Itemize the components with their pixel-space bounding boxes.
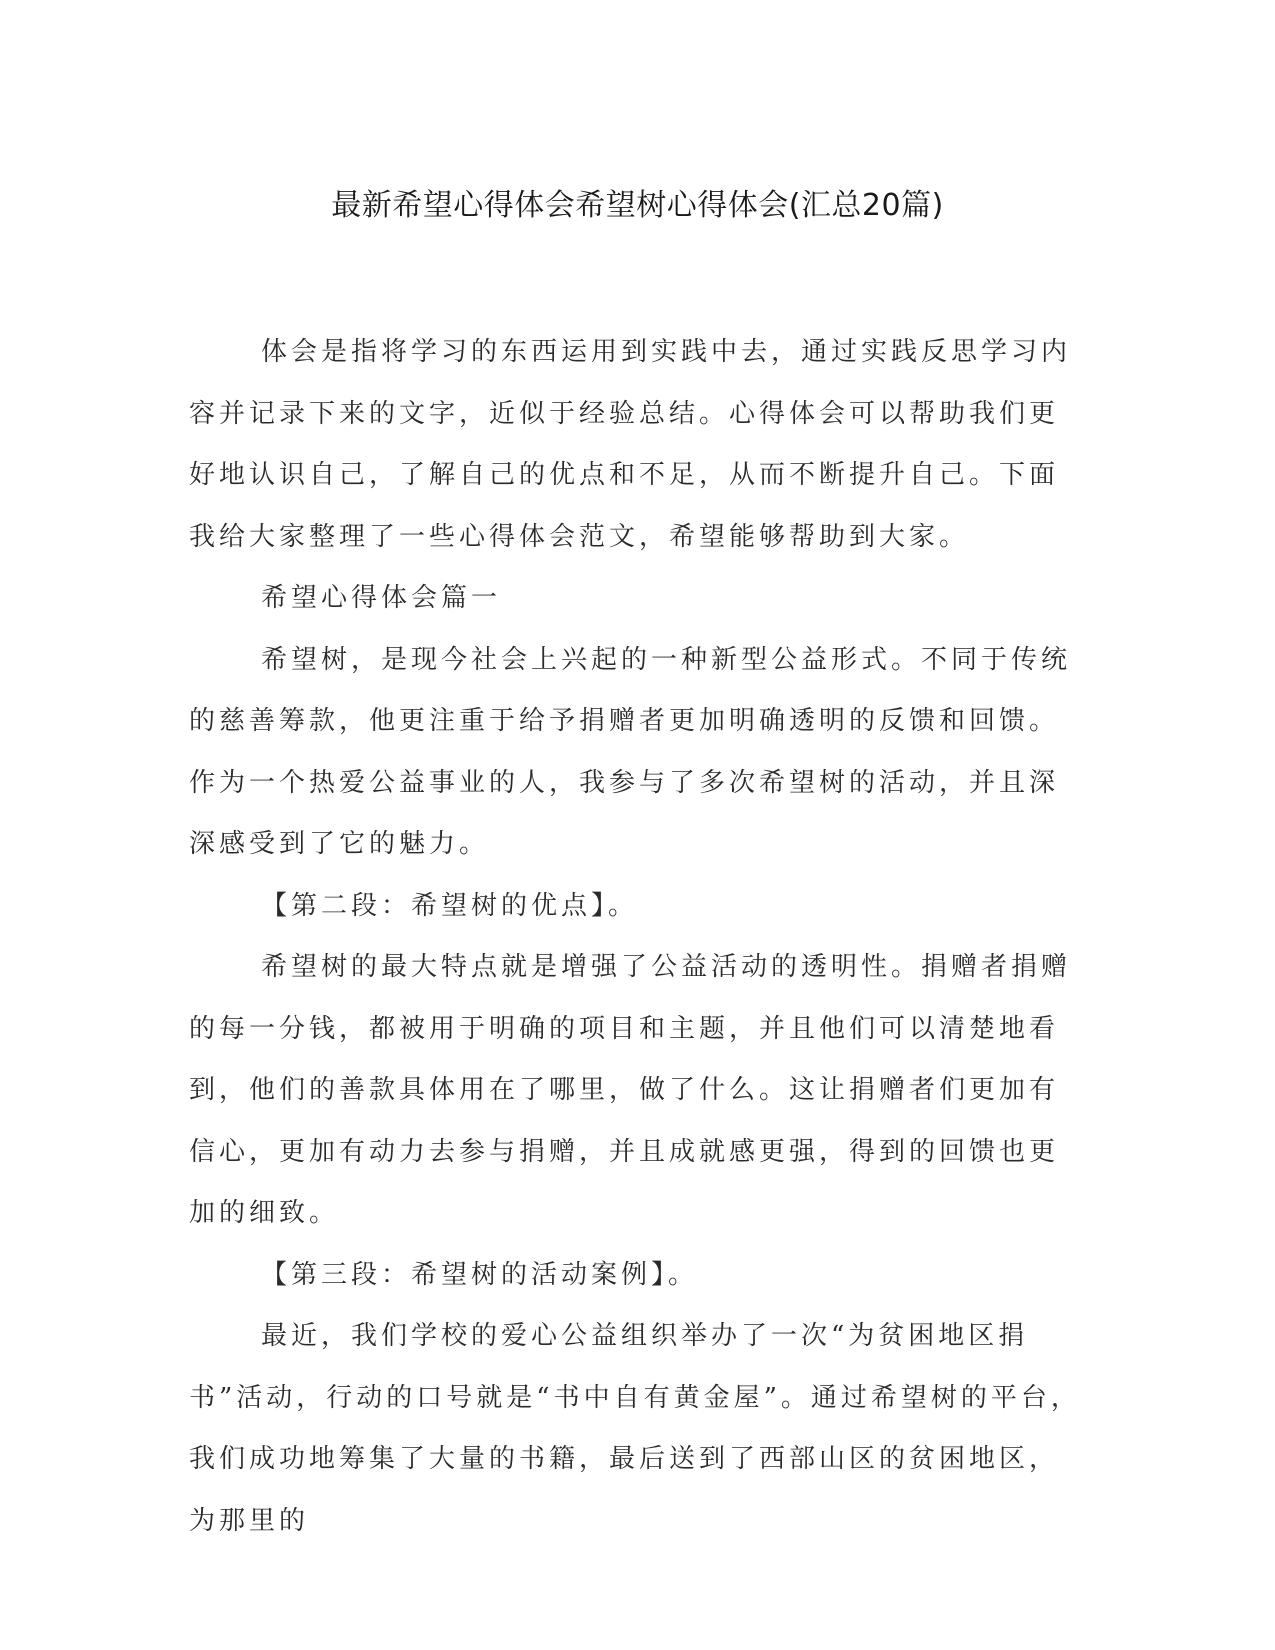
body-paragraph: 希望树的最大特点就是增强了公益活动的透明性。捐赠者捐赠的每一分钱，都被用于明确的项目和主题，并且他们可以清楚地看到，他们的善款具体用在了哪里，做了什么。这让捐赠者们更加有信心，更加有动力去参与捐赠，并且成就感更强，得到的回馈也更加的细致。 [189, 952, 1072, 1228]
document-title: 最新希望心得体会希望树心得体会(汇总20篇) [331, 188, 944, 223]
body-paragraph: 希望树，是现今社会上兴起的一种新型公益形式。不同于传统的慈善筹款，他更注重于给予捐赠者更加明确透明的反馈和回馈。作为一个热爱公益事业的人，我参与了多次希望树的活动，并且深深感受到了它的魅力。 [189, 644, 1072, 859]
document-body [189, 322, 1084, 1552]
section-heading-part-one: 希望心得体会篇一 [261, 583, 502, 613]
intro-paragraph: 体会是指将学习的东西运用到实践中去，通过实践反思学习内容并记录下来的文字，近似于经验总结。心得体会可以帮助我们更好地认识自己，了解自己的优点和不足，从而不断提升自己。下面我给大家整理了一些心得体会范文，希望能够帮助到大家。 [189, 337, 1072, 552]
section-heading-third: 【第三段：希望树的活动案例】。 [261, 1259, 699, 1290]
body-paragraph: 最近，我们学校的爱心公益组织举办了一次“为贫困地区捐书”活动，行动的口号就是“书中自有黄金屋”。通过希望树的平台，我们成功地筹集了大量的书籍，最后送到了西部山区的贫困地区，为那里的 [189, 1321, 1081, 1536]
section-heading-second: 【第二段：希望树的优点】。 [261, 890, 639, 921]
